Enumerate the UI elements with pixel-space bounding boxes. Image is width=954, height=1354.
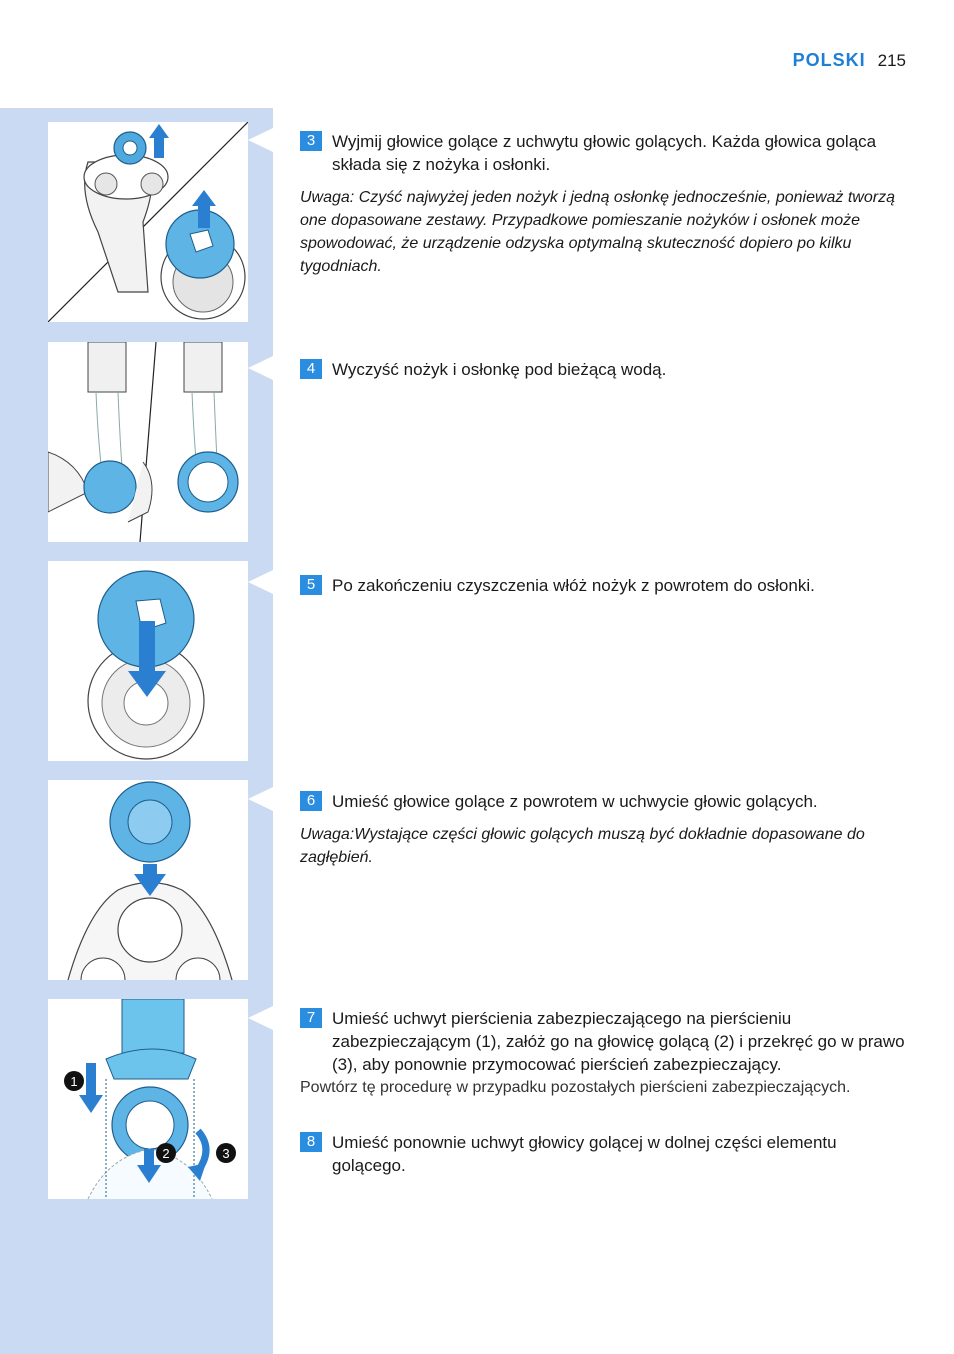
step-4	[300, 358, 905, 381]
step-number-badge: 8	[300, 1132, 322, 1152]
page-number: 215	[877, 51, 906, 70]
step-5	[300, 574, 905, 597]
step-number-badge: 4	[300, 359, 322, 379]
illustration-insert-cutter	[48, 561, 248, 761]
step-3	[300, 130, 905, 278]
illustration-pointer	[248, 128, 273, 152]
label-one: 1	[70, 1074, 78, 1089]
illustration-pointer	[248, 570, 273, 594]
label-three: 3	[222, 1146, 230, 1161]
language-label: POLSKI	[792, 50, 866, 70]
step-7	[300, 1007, 905, 1099]
illustration-place-heads	[48, 780, 248, 980]
step-extra-text: Powtórz tę procedurę w przypadku pozostałych pierścieni zabezpieczających.	[300, 1079, 851, 1096]
step-number-badge: 3	[300, 131, 322, 151]
step-number-badge: 5	[300, 575, 322, 595]
step-number-badge: 7	[300, 1008, 322, 1028]
step-note: Uwaga: Czyść najwyżej jeden nożyk i jedną osłonkę jednocześnie, ponieważ tworzą one dopasowane zestawy. Przypadkowe pomieszanie nożyków i osłonek może spowodować, że urządzenie odzyska optymalną skuteczność dopiero po kilku tygodniach.	[300, 189, 895, 275]
illustration-pointer	[248, 787, 273, 811]
step-text: Wyjmij głowice golące z uchwytu głowic golących. Każda głowica goląca składa się z nożyka i osłonki.	[332, 132, 877, 174]
illustration-rinse	[48, 342, 248, 542]
step-8	[300, 1131, 905, 1177]
step-text: Umieść głowice golące z powrotem w uchwycie głowic golących.	[332, 792, 818, 811]
illustration-pointer	[248, 356, 273, 380]
illustration-retaining-ring	[48, 999, 248, 1199]
step-text: Umieść ponownie uchwyt głowicy golącej w dolnej części elementu golącego.	[332, 1133, 837, 1175]
step-text: Wyczyść nożyk i osłonkę pod bieżącą wodą.	[332, 360, 667, 379]
step-6	[300, 790, 905, 869]
illustration-remove-heads	[48, 122, 248, 322]
step-number-badge: 6	[300, 791, 322, 811]
step-note: Uwaga:Wystające części głowic golących muszą być dokładnie dopasowane do zagłębień.	[300, 826, 865, 866]
step-text: Umieść uchwyt pierścienia zabezpieczającego na pierścieniu zabezpieczającym (1), załóż go na głowicę golącą (2) i przekręć go w prawo (3), aby ponownie przymocować pierścień zabezpieczający.	[332, 1009, 905, 1074]
illustration-pointer	[248, 1006, 273, 1030]
page-header	[793, 50, 906, 71]
step-text: Po zakończeniu czyszczenia włóż nożyk z powrotem do osłonki.	[332, 576, 815, 595]
label-two: 2	[162, 1146, 170, 1161]
